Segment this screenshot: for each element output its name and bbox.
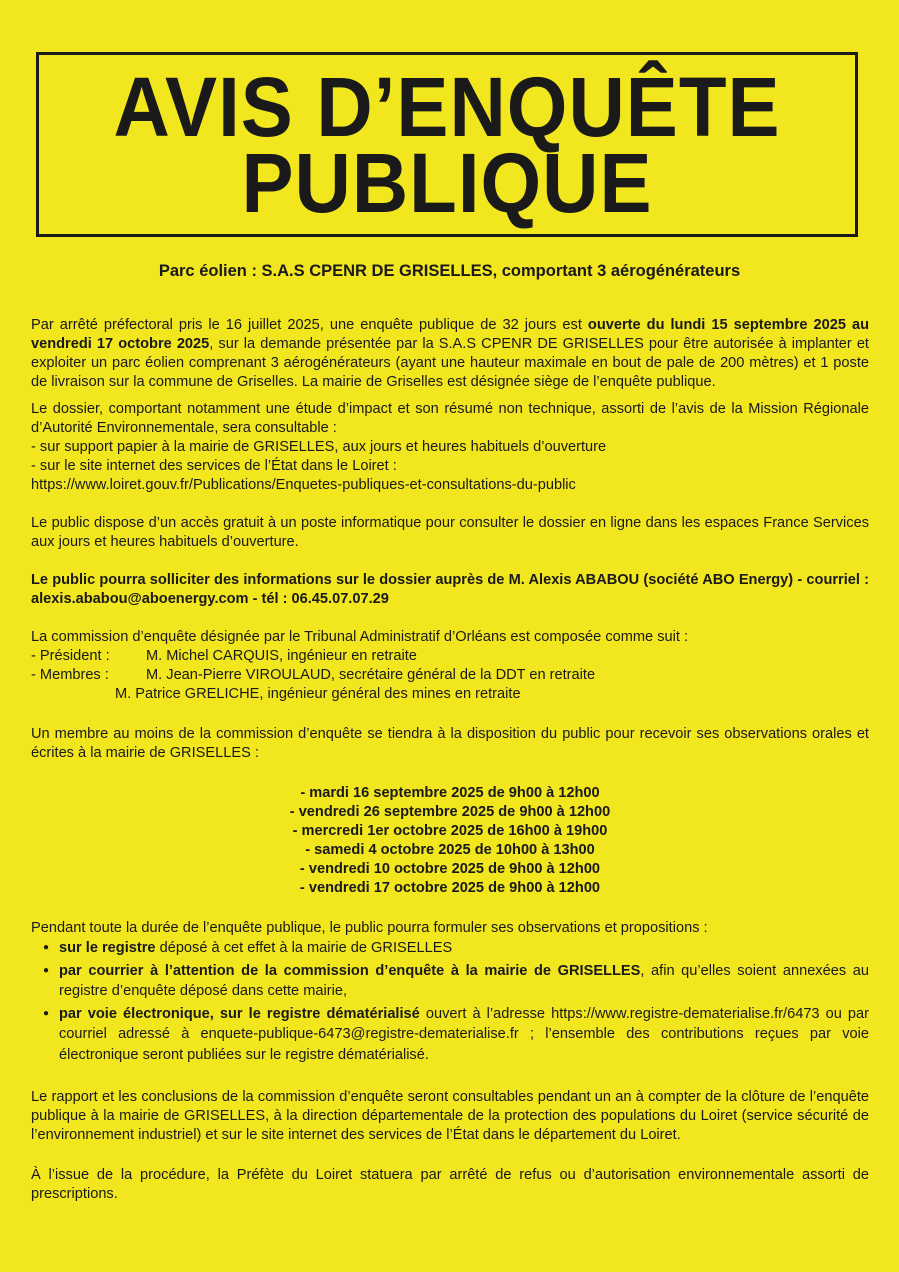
paragraph-arrete (31, 316, 869, 392)
commission-members-row (31, 666, 869, 685)
paragraph-rapport: Le rapport et les conclusions de la commission d’enquête seront consultables pendant un an à compter de la clôture de l’enquête publique à la mairie de GRISELLES, à la direction départementale de la protection des populations du Loiret (service sécurité de l’environnement industriel) et sur le site internet des services de l’État dans le département du Loiret. (31, 1089, 869, 1143)
paragraph-final: À l’issue de la procédure, la Préfète du Loiret statuera par arrêté de refus ou d’autorisation environnementale assorti de prescriptions. (31, 1167, 869, 1202)
text: , afin qu’elles soient annexées au registre d’enquête déposé dans cette mairie, (59, 962, 869, 999)
schedule-item: - vendredi 17 octobre 2025 de 9h00 à 12h00 (299, 880, 601, 896)
observation-item-courrier (31, 961, 869, 1002)
title-line-2: PUBLIQUE (241, 134, 653, 231)
text: déposé à cet effet à la mairie de GRISELLES (155, 940, 453, 956)
text: , sur la demande présentée par la S.A.S CPENR DE GRISELLES pour être autorisée à implanter et exploiter un parc éolien comprenant 3 aérogénérateurs (ayant une hauteur maximale en bout de pale de 200 mètres) et 1 poste de livraison sur la commune de Griselles. La mairie de Griselles est désignée siège de l’enquête publique. (31, 336, 869, 390)
notice-body (31, 316, 869, 1204)
commission-intro: La commission d’enquête désignée par le Tribunal Administratif d’Orléans est composée comme suit : (31, 629, 689, 645)
text: ouvert à l’adresse https://www.registre-dematerialise.fr/6473 ou par courriel adressé à enquete-publique-6473@registre-dematerialise.fr ; l’ensemble des contributions reçues par voie électronique seront publiées sur le registre dématérialisé. (59, 1005, 869, 1063)
schedule-item: - mercredi 1er octobre 2025 de 16h00 à 19h00 (292, 823, 608, 839)
bold: par courrier à l’attention de la commission d’enquête à la mairie de GRISELLES (59, 962, 641, 979)
schedule-item: - samedi 4 octobre 2025 de 10h00 à 13h00 (305, 842, 595, 858)
member-1: M. Jean-Pierre VIROULAUD, secrétaire général de la DDT en retraite (146, 667, 596, 683)
paragraph-permanences: Un membre au moins de la commission d’enquête se tiendra à la disposition du public pour recevoir ses observations orales et écrites à la mairie de GRISELLES : (31, 726, 869, 761)
president-name: M. Michel CARQUIS, ingénieur en retraite (146, 648, 417, 664)
schedule-item: - mardi 16 septembre 2025 de 9h00 à 12h00 (300, 785, 600, 801)
members-label: - Membres : (31, 667, 109, 683)
text: Par arrêté préfectoral pris le 16 juillet 2025, une enquête publique de 32 jours est (31, 317, 588, 333)
subtitle: Parc éolien : S.A.S CPENR DE GRISELLES, comportant 3 aérogénérateurs (158, 262, 741, 280)
observation-item-registre (31, 938, 869, 959)
schedule-list (31, 784, 869, 898)
paragraph-dossier-intro: Le dossier, comportant notamment une étude d’impact et son résumé non technique, assorti de l’avis de la Mission Régionale d’Autorité Environnementale, sera consultable : (31, 401, 869, 436)
paragraph-contact (31, 571, 869, 609)
title-box (36, 52, 858, 237)
title-line-1: AVIS D’ENQUÊTE (113, 58, 781, 155)
president-label: - Président : (31, 648, 110, 664)
dossier-item-internet: - sur le site internet des services de l’État dans le Loiret : (31, 458, 397, 474)
dossier-url: https://www.loiret.gouv.fr/Publications/Enquetes-publiques-et-consultations-du-public (31, 477, 576, 493)
observations-intro: Pendant toute la durée de l’enquête publique, le public pourra formuler ses observations et propositions : (31, 920, 708, 936)
observations-list (31, 938, 869, 1065)
bold: sur le registre (59, 940, 156, 956)
schedule-item: - vendredi 10 octobre 2025 de 9h00 à 12h00 (299, 861, 601, 877)
member-2: M. Patrice GRELICHE, ingénieur général des mines en retraite (115, 686, 521, 702)
dossier-item-papier: - sur support papier à la mairie de GRISELLES, aux jours et heures habituels d’ouverture (31, 439, 607, 455)
contact-bold: Le public pourra solliciter des informations sur le dossier auprès de M. Alexis ABABOU (société ABO Energy) - courriel : alexis.ababou@aboenergy.com - tél : 06.45.07.07.29 (31, 572, 869, 607)
dates-bold: ouverte du lundi 15 septembre 2025 au vendredi 17 octobre 2025 (31, 317, 869, 352)
observation-item-electronique (31, 1004, 869, 1066)
schedule-item: - vendredi 26 septembre 2025 de 9h00 à 12h00 (289, 804, 611, 820)
commission-president-row (31, 647, 869, 666)
bold: par voie électronique, sur le registre dématérialisé (59, 1005, 420, 1022)
paragraph-france-services: Le public dispose d’un accès gratuit à un poste informatique pour consulter le dossier en ligne dans les espaces France Services aux jours et heures habituels d’ouverture. (31, 515, 869, 550)
